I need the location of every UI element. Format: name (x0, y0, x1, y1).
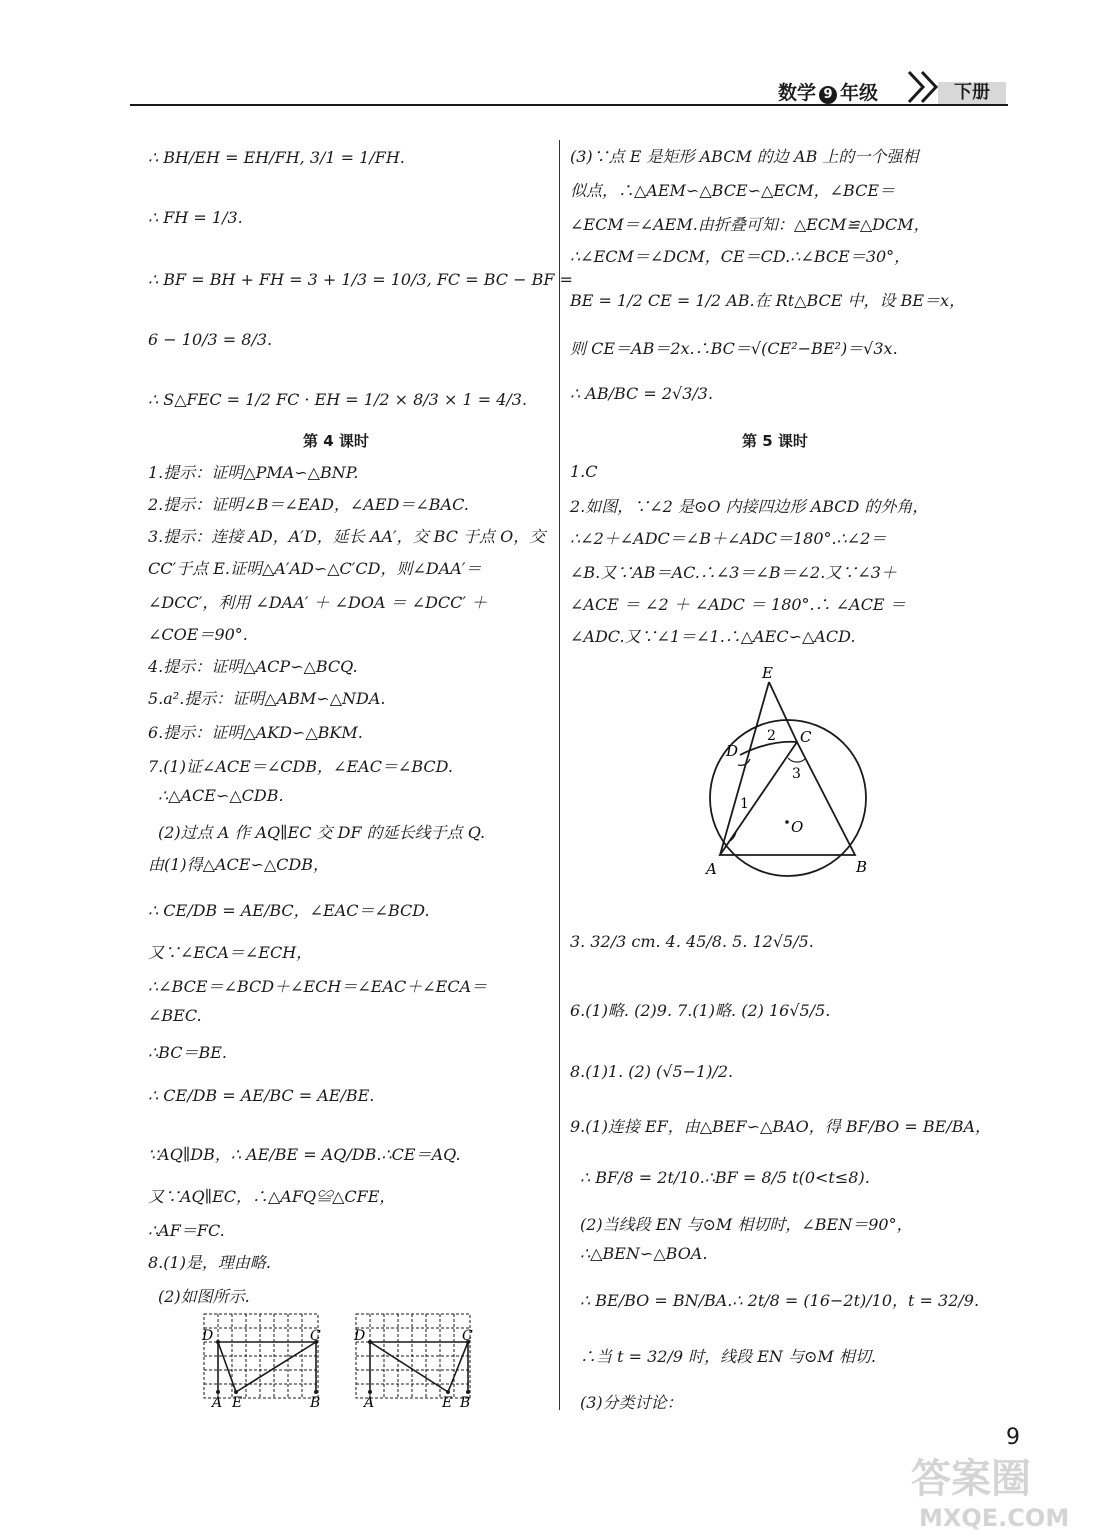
text-line: 又∵∠ECA＝∠ECH， (148, 943, 313, 962)
section-title-5: 第 5 课时 (742, 432, 808, 450)
text-line: 3.提示：连接 AD，A′D，延长 AA′，交 BC 于点 O，交 (148, 527, 546, 546)
text-line: ∴BC＝BE. (148, 1043, 228, 1062)
label-B: B (856, 858, 868, 876)
grid-figure-2 (350, 1308, 480, 1408)
text-line: ∴ BF = BH + FH = 3 + 1/3 = 10/3, FC = BC − BF = (148, 270, 573, 289)
text-line: 似点，∴△AEM∽△BCE∽△ECM，∠BCE＝ (570, 181, 896, 200)
watermark-logo (905, 1448, 1085, 1532)
text-line: ∠ADC.又∵∠1＝∠1.∴△AEC∽△ACD. (570, 627, 856, 646)
text-line: ∠BEC. (148, 1006, 202, 1025)
volume-tag: 下册 (938, 82, 1006, 104)
label-A: A (364, 1395, 375, 1408)
angle-2-label: 2 (767, 728, 776, 744)
text-line: (2)如图所示. (158, 1287, 250, 1306)
text-line: ∴△BEN∽△BOA. (580, 1244, 708, 1263)
text-line: 6.提示：证明△AKD∽△BKM. (148, 723, 363, 742)
text-line: 由(1)得△ACE∽△CDB， (148, 855, 329, 874)
label-A: A (706, 860, 717, 878)
text-line: (3)分类讨论： (580, 1393, 683, 1412)
text-line: ∠COE＝90°. (148, 625, 248, 644)
angle-1-label: 1 (740, 796, 749, 812)
text-line: ∴ S△FEC = 1/2 FC · EH = 1/2 × 8/3 × 1 = 4/3. (148, 390, 528, 409)
text-line: (2)过点 A 作 AQ∥EC 交 DF 的延长线于点 Q. (158, 823, 486, 842)
watermark-top-text: 答案圈 (911, 1456, 1031, 1502)
text-line: (3)∵点 E 是矩形 ABCM 的边 AB 上的一个强相 (570, 147, 919, 166)
text-line: 6 − 10/3 = 8/3. (148, 330, 273, 349)
text-line: ∴∠2＋∠ADC＝∠B＋∠ADC＝180°.∴∠2＝ (570, 529, 887, 548)
text-line: ∴ CE/DB = AE/BC，∠EAC＝∠BCD. (148, 901, 430, 920)
section-title-4: 第 4 课时 (303, 432, 369, 450)
text-line: 2.提示：证明∠B＝∠EAD，∠AED＝∠BAC. (148, 495, 469, 514)
text-line: 8.(1)是，理由略. (148, 1253, 272, 1272)
text-line: ∠ACE ＝ ∠2 ＋ ∠ADC ＝ 180°.∴ ∠ACE ＝ (570, 595, 906, 614)
header-rule (130, 104, 1008, 106)
page-number: 9 (1006, 1425, 1020, 1450)
text-line: ∴∠ECM＝∠DCM，CE＝CD.∴∠BCE＝30°， (570, 247, 911, 266)
text-line: 7.(1)证∠ACE＝∠CDB，∠EAC＝∠BCD. (148, 757, 453, 776)
text-line: 9.(1)连接 EF，由△BEF∽△BAO，得 BF/BO = BE/BA， (570, 1117, 992, 1136)
text-line: ∴AF＝FC. (148, 1221, 225, 1240)
text-line: 则 CE＝AB＝2x.∴BC＝√(CE²−BE²)＝√3x. (570, 339, 898, 358)
text-line: ∴△ACE∽△CDB. (158, 786, 284, 805)
text-line: ∴ BH/EH = EH/FH, 3/1 = 1/FH. (148, 148, 405, 167)
label-D: D (202, 1328, 214, 1344)
grid-figure-1 (198, 1308, 328, 1408)
label-A: A (212, 1395, 223, 1408)
text-line: ∠DCC′，利用 ∠DAA′ ＋ ∠DOA ＝ ∠DCC′ ＋ (148, 593, 488, 612)
label-B: B (310, 1395, 321, 1408)
watermark-bottom-text: MXQE.COM (919, 1504, 1070, 1532)
text-line: 5.a².提示：证明△ABM∽△NDA. (148, 689, 386, 708)
text-line: ∴ BE/BO = BN/BA.∴ 2t/8 = (16−2t)/10，t = 32/9. (580, 1291, 980, 1310)
text-line: 又∵AQ∥EC，∴△AFQ≌△CFE， (148, 1187, 396, 1206)
text-line: ∠ECM＝∠AEM.由折叠可知：△ECM≌△DCM， (570, 215, 930, 234)
text-line: 2.如图，∵∠2 是⊙O 内接四边形 ABCD 的外角， (570, 497, 929, 516)
label-D: D (354, 1328, 366, 1344)
label-C: C (462, 1328, 473, 1344)
circle-figure (700, 660, 880, 880)
text-line: 8.(1)1. (2) (√5−1)/2. (570, 1062, 734, 1081)
text-line: (2)当线段 EN 与⊙M 相切时，∠BEN＝90°， (580, 1215, 913, 1234)
header-subject: 数学 9 年级 (778, 82, 879, 104)
text-line: ∴当 t = 32/9 时，线段 EN 与⊙M 相切. (580, 1347, 876, 1366)
text-line: 1.提示：证明△PMA∽△BNP. (148, 463, 359, 482)
label-C: C (800, 728, 812, 746)
text-line: ∴∠BCE＝∠BCD＋∠ECH＝∠EAC＋∠ECA＝ (148, 977, 488, 996)
text-line: 3. 32/3 cm. 4. 45/8. 5. 12√5/5. (570, 932, 814, 951)
text-line: ∴ BF/8 = 2t/10.∴BF = 8/5 t(0<t≤8). (580, 1168, 870, 1187)
text-line: ∴ AB/BC = 2√3/3. (570, 384, 714, 403)
text-line: ∠B.又∵AB＝AC.∴∠3＝∠B＝∠2.又∵∠3＋ (570, 563, 897, 582)
text-line: ∵AQ∥DB，∴ AE/BE = AQ/DB.∴CE＝AQ. (148, 1145, 461, 1164)
label-D: D (726, 742, 739, 760)
column-divider (559, 140, 560, 1410)
label-C: C (310, 1328, 321, 1344)
text-line: 4.提示：证明△ACP∽△BCQ. (148, 657, 358, 676)
angle-3-label: 3 (792, 766, 801, 782)
label-E: E (232, 1395, 243, 1408)
label-O: O (791, 818, 804, 836)
label-E: E (762, 664, 773, 682)
text-line: ∴ FH = 1/3. (148, 208, 243, 227)
text-line: ∴ CE/DB = AE/BC = AE/BE. (148, 1086, 375, 1105)
label-E: E (442, 1395, 453, 1408)
text-line: 1.C (570, 462, 598, 481)
text-line: BE = 1/2 CE = 1/2 AB.在 Rt△BCE 中，设 BE＝x， (570, 291, 966, 310)
label-B: B (460, 1395, 471, 1408)
grade-badge: 9 (819, 86, 837, 104)
text-line: 6.(1)略. (2)9. 7.(1)略. (2) 16√5/5. (570, 1001, 831, 1020)
text-line: CC′于点 E.证明△A′AD∽△C′CD，则∠DAA′＝ (148, 559, 482, 578)
